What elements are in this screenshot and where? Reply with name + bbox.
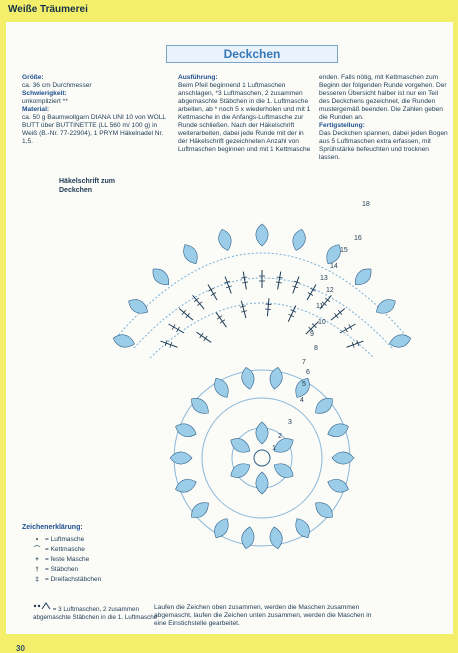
legend-item [29, 535, 129, 545]
legend-list [29, 535, 129, 585]
material-value: ca. 50 g Baumwollgarn DIANA UNI 10 von WOLL BUTT über BUTTINETTE (LL 560 m/ 100 g) in Weiß (B.-Nr. 77-22904), 1 PRYM Häkelnadel Nr. 1,5. [22, 114, 166, 145]
round-number-9: 9 [310, 331, 314, 338]
finish-column [319, 74, 449, 162]
round-number-6: 6 [306, 369, 310, 376]
instructions-text: Beim Pfeil beginnend 1 Luftmaschen anschlagen, *3 Luftmaschen, 2 zusammen abgemaschte Stäbchen in die 1. Luftmasche arbeiten, ab * noch 5 x wiederholen und mit 1 Kettmasche in die Anfangs-Luftmasche zur Runde schließen. Nach der Häkelschrift weiterarbeiten, dabei jede Runde mit der in der Häkelschrift gezeichneten Anzahl von Luftmaschen beginnen und mit 1 Kettmasche [178, 82, 311, 153]
continued-text: enden. Falls nötig, mit Kettmaschen zum Beginn der folgenden Runde vorgehen. Der besseren Übersicht halber ist nur ein Teil des Deckchens gezeichnet, die Runden mustergemäß beenden. Die Zahlen geben die Runden an. [319, 74, 447, 121]
document-page [6, 22, 453, 653]
legend-label: = Kettmasche [45, 546, 85, 553]
triple-crochet-icon: ‡ [35, 576, 39, 583]
difficulty-label: Schwierigkeit: [22, 90, 67, 97]
material-label: Material: [22, 106, 50, 113]
round-number-5: 5 [302, 381, 306, 388]
chain-stitch-icon: • [35, 536, 39, 543]
diagram-fan [112, 224, 413, 350]
legend-label: = Dreifachstäbchen [45, 576, 102, 583]
section-title: Weiße Träumerei [8, 4, 88, 15]
legend-label: = Luftmasche [45, 536, 85, 543]
legend-label: = Stäbchen [45, 566, 79, 573]
page-title: Deckchen [166, 45, 338, 63]
legend-multi-item [33, 601, 173, 622]
instructions-column [178, 74, 314, 154]
size-label: Größe: [22, 74, 44, 81]
legend-item [29, 545, 129, 555]
legend-item [29, 555, 129, 565]
diagram-outer-shells [170, 366, 354, 549]
round-number-15: 15 [340, 247, 348, 254]
single-crochet-icon: + [35, 556, 39, 563]
crochet-diagram [104, 188, 420, 549]
materials-column [22, 74, 167, 146]
round-number-12: 12 [326, 287, 334, 294]
round-number-18: 18 [362, 201, 370, 208]
instructions-label: Ausführung: [178, 74, 218, 81]
slip-stitch-icon: ⌒ [33, 546, 41, 553]
legend-multi-icon [33, 606, 53, 613]
finish-label: Fertigstellung: [319, 122, 365, 129]
round-number-1: 1 [272, 445, 276, 452]
bottom-note: Laufen die Zeichen oben zusammen, werden die Maschen zusammen abgemascht, laufen die Zeichen unten zusammen, werden die Maschen in eine Einstichstelle gearbeitet. [154, 604, 372, 627]
round-number-7: 7 [302, 359, 306, 366]
finish-text: Das Deckchen spannen, dabei jeden Bogen aus 5 Luftmaschen extra erfassen, mit Sprühstärke befeuchten und trocknen lassen. [319, 130, 448, 161]
round-number-8: 8 [314, 345, 318, 352]
round-number-3: 3 [288, 419, 292, 426]
legend-item [29, 575, 129, 585]
round-number-11: 11 [316, 303, 324, 310]
round-number-14: 14 [330, 263, 338, 270]
diagram-round-numbers [272, 201, 370, 452]
round-number-13: 13 [320, 275, 328, 282]
size-value: ca. 36 cm Durchmesser [22, 82, 92, 89]
diagram-caption: Häkelschrift zum Deckchen [59, 178, 116, 194]
round-number-10: 10 [318, 319, 326, 326]
legend-multi-label: = 3 Luftmaschen, 2 zusammen abgemaschte Stäbchen in die 1. Luftmasche [33, 606, 158, 621]
double-crochet-icon: † [35, 566, 39, 573]
legend-label: = feste Masche [45, 556, 90, 563]
legend-title: Zeichenerklärung: [22, 524, 83, 531]
diagram-center-star [228, 422, 296, 494]
page-number: 30 [16, 644, 25, 653]
difficulty-value: unkompliziert ** [22, 98, 68, 105]
diagram-rings [116, 253, 408, 546]
round-number-16: 16 [354, 235, 362, 242]
round-number-4: 4 [300, 397, 304, 404]
round-number-2: 2 [278, 433, 282, 440]
legend-item [29, 565, 129, 575]
